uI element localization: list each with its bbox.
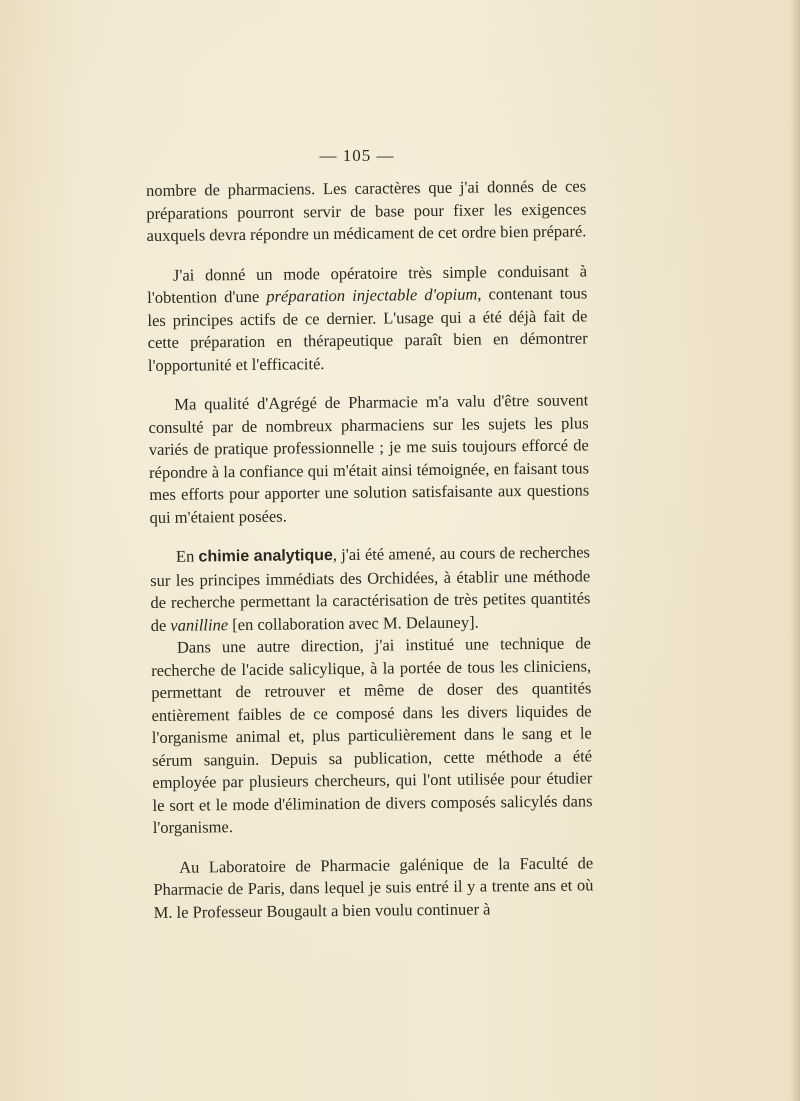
paragraph-4-text-b: , j'ai été amené, au cours de recherches sur les principes immédiats des Orchidées, à établir une méthode de recherche permettant la caractérisation de très petites quantités de [150, 542, 591, 635]
paragraph-4-text-a: En [175, 546, 199, 566]
paragraph-6-text: Au Laboratoire de Pharmacie galénique de la Faculté de Pharmacie de Paris, dans lequel je suis entré il y a trente ans et où M. le Professeur Bougault a bien voulu continuer à [153, 852, 594, 922]
paragraph-2-text-b: , contenant tous les principes actifs de ce dernier. L'usage qui a été déjà fait de cette préparation en thérapeutique paraît bien en démontrer l'opportunité et l'efficacité. [147, 283, 588, 375]
paragraph-4-text-c: [en collaboration avec M. Delauney]. [227, 612, 479, 634]
paragraph-5 [151, 632, 593, 839]
page-edge-shadow [790, 0, 800, 1101]
paragraph-2-text-a: J'ai donné un mode opératoire très simple conduisant à l'obtention d'une [147, 260, 588, 307]
paragraph-4-emphasis: vanilline [170, 614, 229, 635]
paragraph-1: nombre de pharmaciens. Les caractères que j'ai donnés de ces préparations pourront servir de base pour fixer les exigences auxquels devra répondre un médicament de cet ordre bien préparé. [146, 176, 587, 245]
page-number: — 105 — [319, 146, 395, 165]
paragraph-6 [153, 852, 594, 924]
paragraph-3 [148, 389, 589, 529]
body-text [146, 175, 594, 924]
paragraph-4 [150, 541, 591, 637]
paragraph-5-text: Dans une autre direction, j'ai institué une technique de recherche de l'acide salicylique, à la portée de tous les cliniciens, permettant de retrouver et même de doser des quantités entièrement faibles de ce composé dans les divers liquides de l'organisme animal et, plus particulièrement dans le sang et le sérum sanguin. Depuis sa publication, cette méthode a été employée par plusieurs chercheurs, qui l'ont utilisée pour étudier le sort et le mode d'élimination de divers composés salicylés dans l'organisme. [151, 633, 593, 837]
paragraph-2-emphasis: préparation injectable d'opium [266, 284, 478, 306]
paragraph-2 [147, 260, 588, 377]
paragraph-3-text: Ma qualité d'Agrégé de Pharmacie m'a valu d'être souvent consulté par de nombreux pharmaciens sur les sujets les plus variés de pratique professionnelle ; je me suis toujours efforcé de répondre à la confiance qui m'était ainsi témoignée, en faisant tous mes efforts pour apporter une solution satisfaisante aux questions qui m'étaient posées. [148, 390, 590, 527]
paragraph-4-heading: chimie analytique [198, 547, 333, 566]
